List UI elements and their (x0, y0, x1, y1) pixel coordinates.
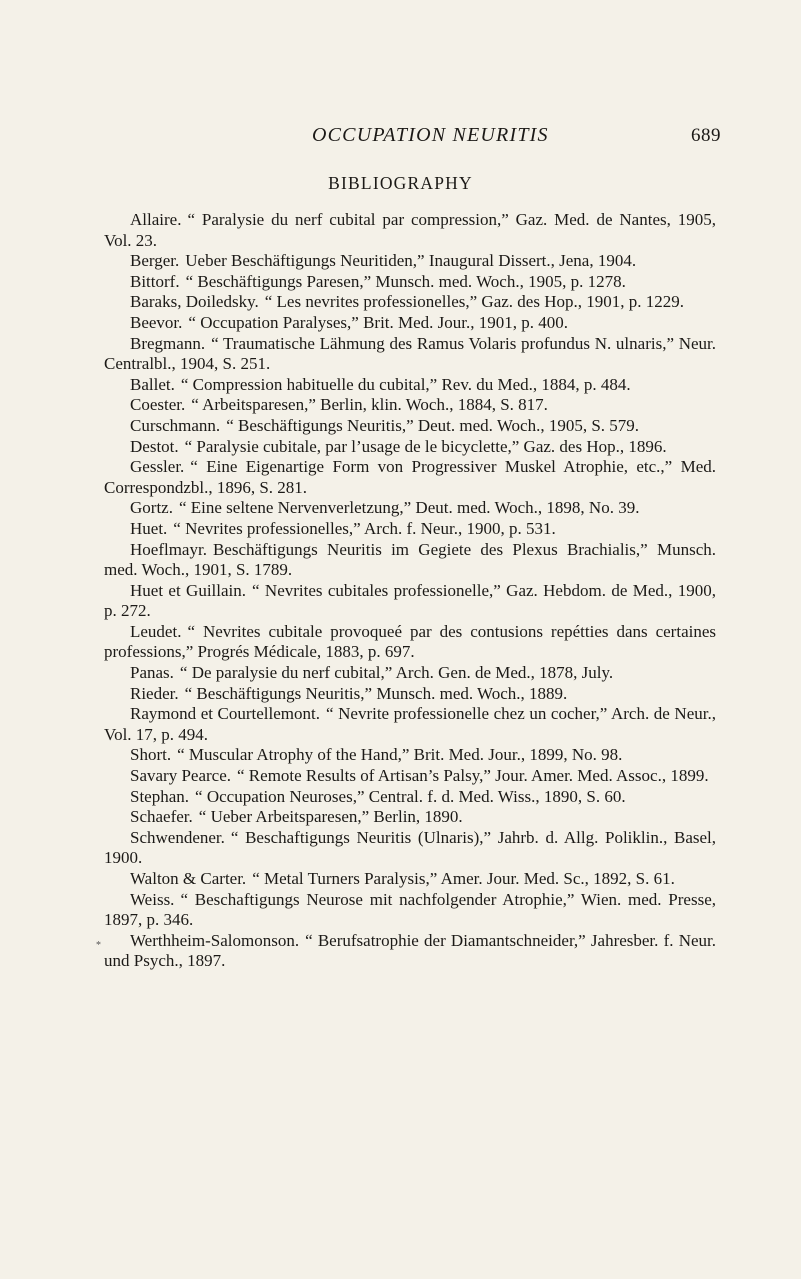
entry-citation: “ Muscular Atrophy of the Hand,” Brit. Med. Jour., 1899, No. 98. (177, 745, 623, 765)
entry-citation: “ Eine seltene Nervenverletzung,” Deut. med. Woch., 1898, No. 39. (178, 498, 640, 518)
entry-author: Huet et Guillain. (130, 580, 247, 600)
bibliography-entry (104, 787, 716, 808)
bibliography-entry (104, 519, 716, 540)
bibliography-entry (104, 663, 716, 684)
bibliography-entry (104, 622, 716, 663)
bibliography-entry (104, 890, 716, 931)
bibliography-entry (104, 745, 716, 766)
bibliography-entry (104, 292, 716, 313)
entry-author: Curschmann. (130, 415, 221, 435)
entry-author: Weiss. (130, 889, 175, 909)
entry-citation: “ Beschaftigungs Neuritis (Ulnaris),” Jahrb. d. Allg. Poliklin., Basel, 1900. (104, 827, 716, 868)
bibliography-entry (104, 931, 716, 972)
entry-author: Rieder. (130, 683, 179, 703)
bibliography-entry (104, 807, 716, 828)
bibliography-heading: BIBLIOGRAPHY (328, 173, 473, 193)
bibliography-entry (104, 272, 716, 293)
entry-citation: “ Nevrite professionelle chez un cocher,” Arch. de Neur., Vol. 17, p. 494. (104, 704, 716, 744)
entry-citation: “ Nevrites cubitales professionelle,” Gaz. Hebdom. de Med., 1900, p. 272. (104, 580, 716, 621)
entry-citation: “ Beschaftigungs Neurose mit nachfolgender Atrophie,” Wien. med. Presse, 1897, p. 346. (104, 889, 716, 930)
bibliography-list (104, 210, 716, 972)
entry-citation: Beschäftigungs Neuritis im Gegiete des Plexus Brachialis,” Munsch. med. Woch., 1901, S. 1789. (104, 539, 716, 580)
page-number: 689 (691, 125, 721, 146)
entry-author: Short. (130, 745, 172, 765)
entry-citation: “ Beschäftigungs Paresen,” Munsch. med. Woch., 1905, p. 1278. (185, 271, 626, 291)
entry-citation: “ Traumatische Lähmung des Ramus Volaris profundus N. ulnaris,” Neur. Centralbl., 1904, S. 251. (104, 333, 716, 374)
entry-author: Panas. (130, 663, 174, 683)
entry-author: Werthheim-Salomonson. (130, 930, 300, 950)
bibliography-entry (104, 251, 716, 272)
entry-citation: “ Eine Eigenartige Form von Progressiver Muskel Atrophie, etc.,” Med. Correspondzbl., 1896, S. 281. (104, 457, 716, 497)
entry-citation: “ Nevrites cubitale provoqueé par des contusions repétties dans certaines professions,” Progrés Médicale, 1883, p. 697. (104, 621, 716, 662)
bibliography-entry (104, 457, 716, 498)
bibliography-entry (104, 704, 716, 745)
entry-author: Destot. (130, 436, 179, 456)
entry-author: Stephan. (130, 786, 190, 806)
entry-citation: “ Beschäftigungs Neuritis,” Munsch. med. Woch., 1889. (184, 683, 568, 703)
entry-citation: “ Paralysie cubitale, par l’usage de le bicyclette,” Gaz. des Hop., 1896. (184, 436, 667, 456)
bibliography-entry (104, 828, 716, 869)
entry-author: Raymond et Courtellemont. (130, 704, 320, 724)
bibliography-entry (104, 869, 716, 890)
bibliography-entry (104, 766, 716, 787)
entry-citation: Ueber Beschäftigungs Neuritiden,” Inaugural Dissert., Jena, 1904. (185, 251, 637, 271)
entry-citation: “ Paralysie du nerf cubital par compression,” Gaz. Med. de Nantes, 1905, Vol. 23. (104, 210, 716, 250)
running-title: OCCUPATION NEURITIS (312, 124, 549, 146)
entry-citation: “ Metal Turners Paralysis,” Amer. Jour. Med. Sc., 1892, S. 61. (252, 869, 675, 888)
bibliography-entry (104, 313, 716, 334)
bibliography-entry (104, 416, 716, 437)
entry-citation: “ Compression habituelle du cubital,” Rev. du Med., 1884, p. 484. (180, 374, 631, 394)
entry-author: Leudet. (130, 621, 182, 641)
entry-author: Bittorf. (130, 271, 180, 291)
entry-author: Gessler. (130, 457, 185, 477)
entry-citation: “ De paralysie du nerf cubital,” Arch. Gen. de Med., 1878, July. (179, 663, 614, 683)
entry-author: Allaire. (130, 210, 182, 229)
entry-citation: “ Les nevrites professionelles,” Gaz. des Hop., 1901, p. 1229. (264, 292, 684, 312)
bibliography-entry (104, 581, 716, 622)
bibliography-entry (104, 498, 716, 519)
entry-citation: “ Ueber Arbeitsparesen,” Berlin, 1890. (198, 807, 463, 827)
entry-author: Schaefer. (130, 807, 193, 827)
bibliography-entry (104, 395, 716, 416)
entry-author: Savary Pearce. (130, 766, 232, 786)
margin-mark: * (96, 940, 101, 951)
entry-citation: “ Berufsatrophie der Diamantschneider,” Jahresber. f. Neur. und Psych., 1897. (104, 930, 716, 971)
bibliography-entry (104, 210, 716, 251)
entry-author: Walton & Carter. (130, 869, 247, 888)
bibliography-entry (104, 437, 716, 458)
entry-author: Berger. (130, 251, 180, 271)
entry-citation: “ Nevrites professionelles,” Arch. f. Neur., 1900, p. 531. (173, 518, 556, 538)
entry-citation: “ Occupation Neuroses,” Central. f. d. Med. Wiss., 1890, S. 60. (195, 786, 626, 806)
entry-author: Schwendener. (130, 827, 225, 847)
bibliography-entry (104, 375, 716, 396)
entry-author: Beevor. (130, 312, 183, 332)
bibliography-entry (104, 334, 716, 375)
entry-author: Baraks, Doiledsky. (130, 292, 259, 312)
entry-author: Bregmann. (130, 333, 206, 353)
entry-author: Gortz. (130, 498, 173, 518)
entry-author: Huet. (130, 518, 168, 538)
bibliography-entry (104, 684, 716, 705)
entry-author: Hoeflmayr. (130, 539, 207, 559)
entry-author: Coester. (130, 395, 186, 415)
entry-citation: “ Beschäftigungs Neuritis,” Deut. med. Woch., 1905, S. 579. (226, 415, 640, 435)
running-head (0, 124, 801, 148)
entry-citation: “ Arbeitsparesen,” Berlin, klin. Woch., 1884, S. 817. (191, 395, 548, 415)
entry-citation: “ Remote Results of Artisan’s Palsy,” Jour. Amer. Med. Assoc., 1899. (237, 766, 709, 786)
entry-author: Ballet. (130, 374, 175, 394)
entry-citation: “ Occupation Paralyses,” Brit. Med. Jour., 1901, p. 400. (188, 312, 569, 332)
bibliography-entry (104, 540, 716, 581)
